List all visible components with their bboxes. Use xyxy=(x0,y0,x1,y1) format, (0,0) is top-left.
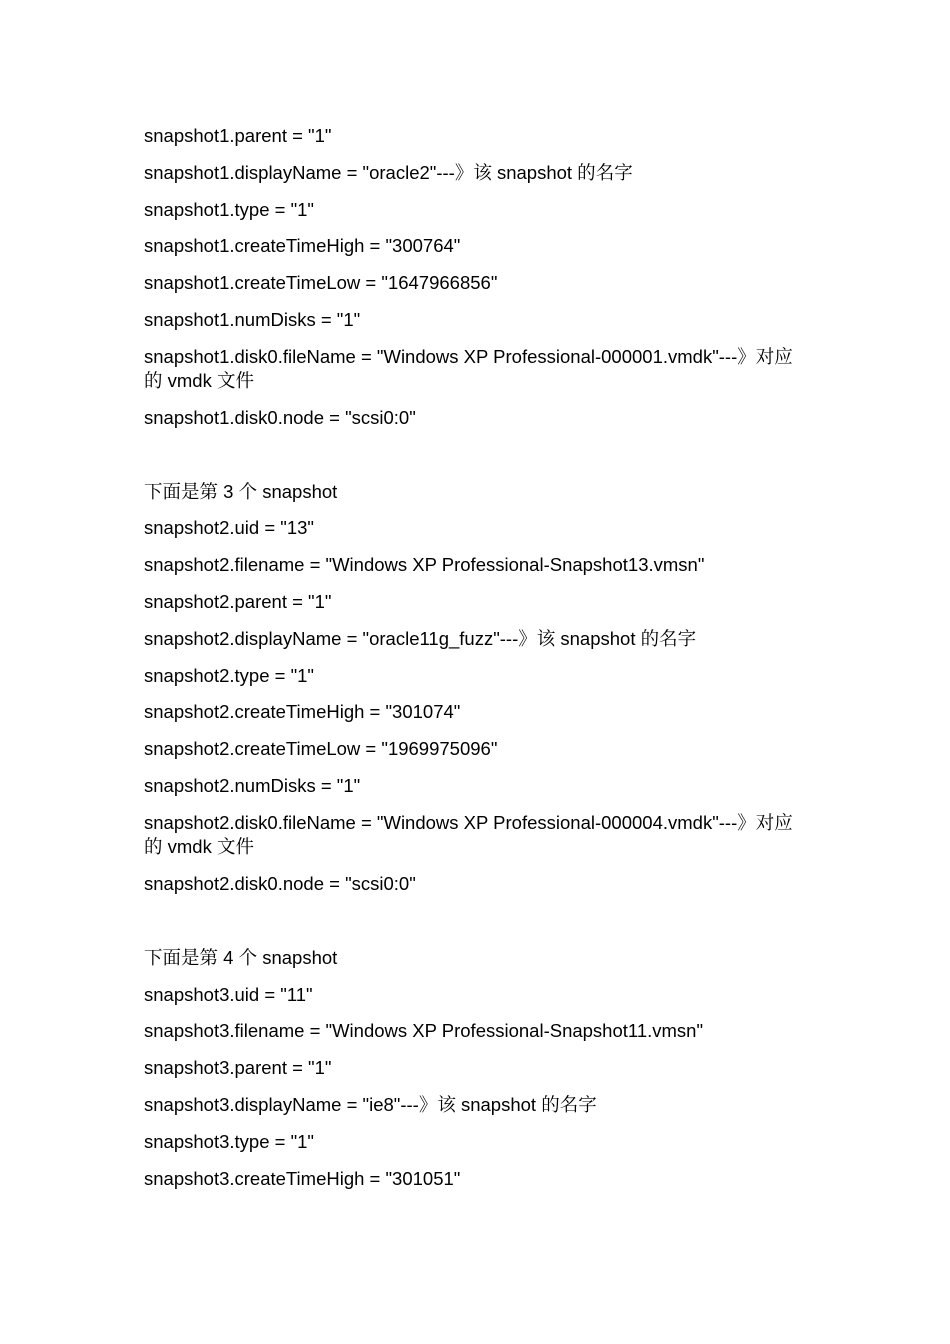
text-line: snapshot2.filename = "Windows XP Professional-Snapshot13.vmsn" xyxy=(144,554,705,576)
text-line: snapshot3.type = "1" xyxy=(144,1130,314,1152)
text-line: snapshot2.createTimeLow = "1969975096" xyxy=(144,738,498,760)
text-line: snapshot2.numDisks = "1" xyxy=(144,775,361,797)
text-line: snapshot1.createTimeHigh = "300764" xyxy=(144,235,461,257)
text-line: snapshot2.disk0.node = "scsi0:0" xyxy=(144,873,416,895)
text-line: snapshot3.createTimeHigh = "301051" xyxy=(144,1167,461,1189)
text-line: snapshot1.displayName = "oracle2"---》该 snapshot 的名字 xyxy=(144,161,633,183)
text-line: snapshot3.filename = "Windows XP Professional-Snapshot11.vmsn" xyxy=(144,1020,704,1042)
text-line: snapshot3.uid = "11" xyxy=(144,983,313,1005)
blank-line xyxy=(144,443,809,468)
text-line: snapshot3.parent = "1" xyxy=(144,1057,332,1079)
section-heading: 下面是第 3 个 snapshot xyxy=(144,480,338,502)
text-line: snapshot2.createTimeHigh = "301074" xyxy=(144,701,461,723)
section-heading: 下面是第 4 个 snapshot xyxy=(144,946,338,968)
text-line: snapshot3.displayName = "ie8"---》该 snapshot 的名字 xyxy=(144,1093,597,1115)
text-line: snapshot2.type = "1" xyxy=(144,664,314,686)
document-body xyxy=(144,124,809,1203)
text-line: snapshot1.type = "1" xyxy=(144,198,314,220)
text-line: snapshot1.disk0.node = "scsi0:0" xyxy=(144,407,416,429)
text-line: snapshot1.parent = "1" xyxy=(144,125,332,146)
text-line: snapshot1.createTimeLow = "1647966856" xyxy=(144,272,498,294)
text-line: snapshot2.displayName = "oracle11g_fuzz"---》该 snapshot 的名字 xyxy=(144,627,697,649)
text-line: snapshot1.numDisks = "1" xyxy=(144,308,361,330)
text-line: snapshot1.disk0.fileName = "Windows XP Professional-000001.vmdk"---》对应的 vmdk 文件 xyxy=(144,345,793,392)
text-line: snapshot2.disk0.fileName = "Windows XP Professional-000004.vmdk"---》对应的 vmdk 文件 xyxy=(144,811,793,858)
text-line: snapshot2.uid = "13" xyxy=(144,517,314,539)
text-line: snapshot2.parent = "1" xyxy=(144,591,332,613)
blank-line xyxy=(144,909,809,934)
